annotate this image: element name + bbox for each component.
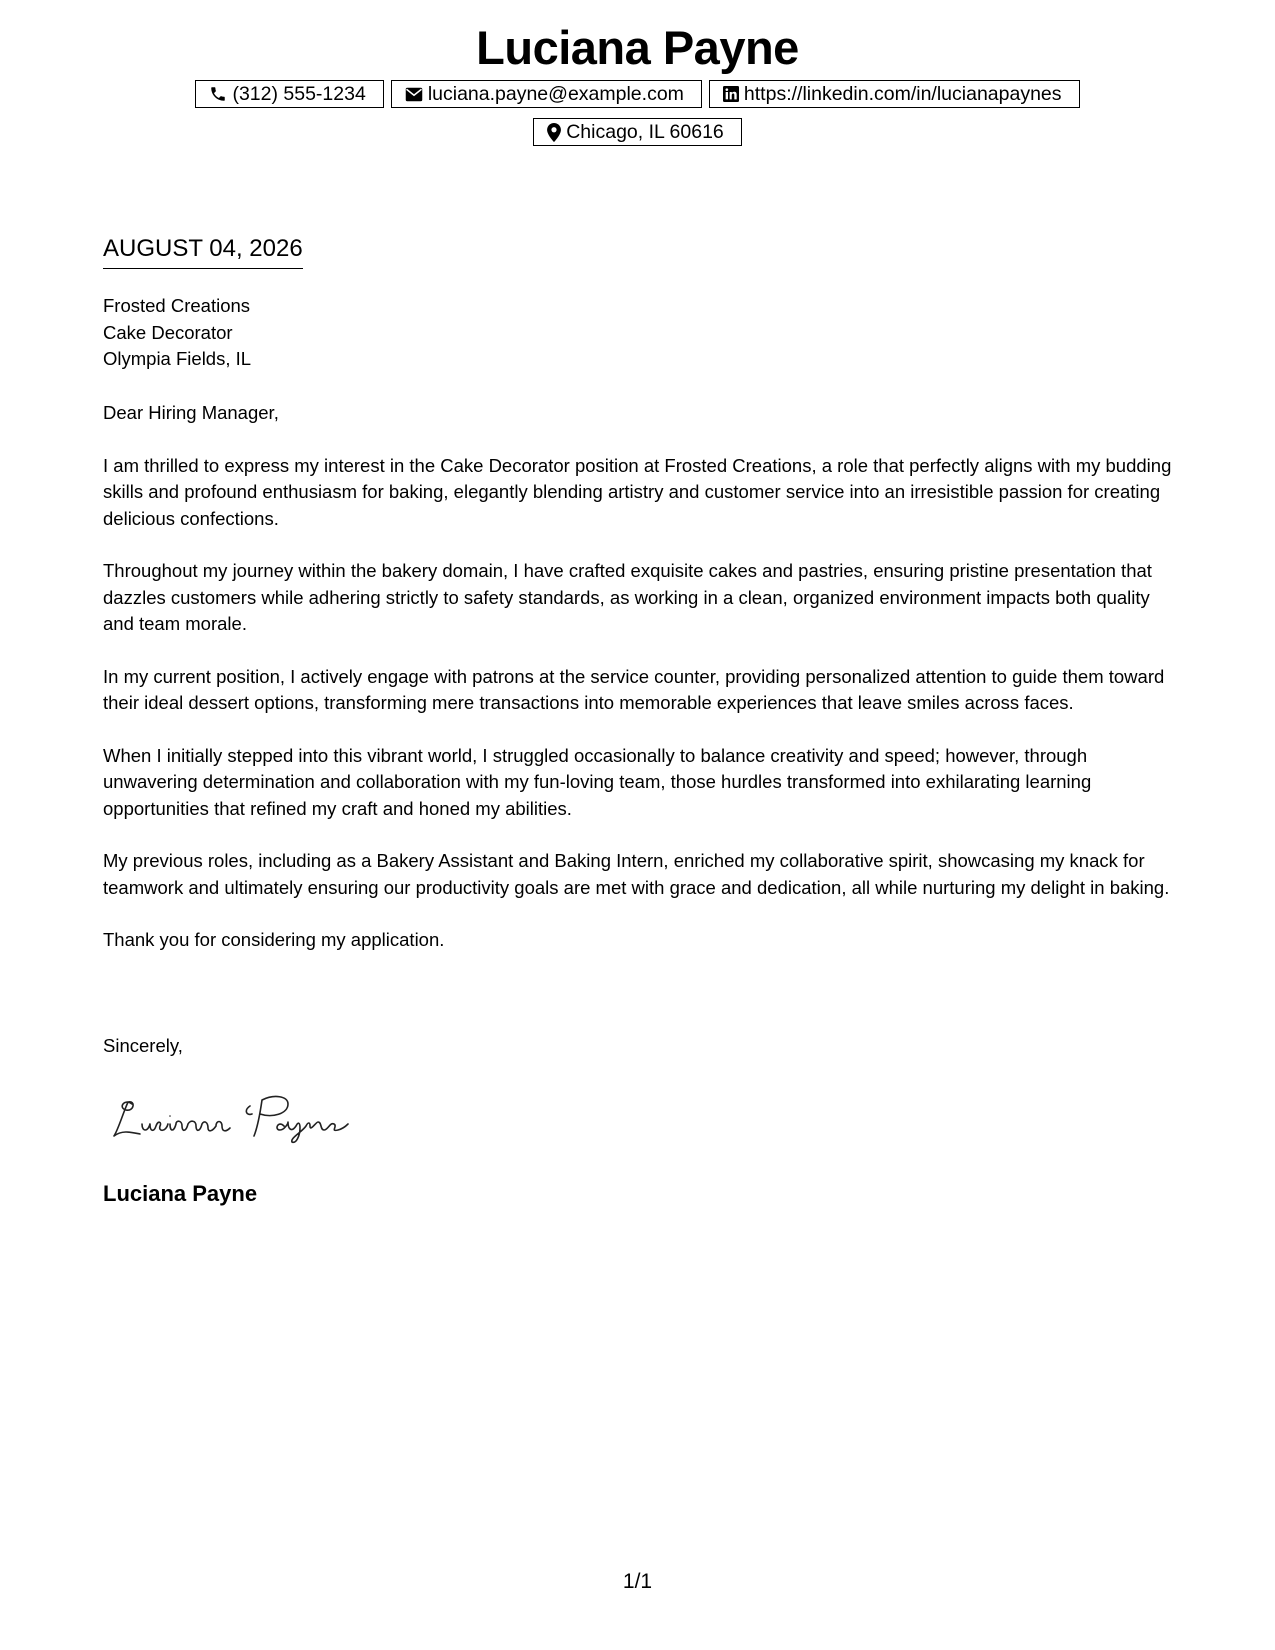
contact-row bbox=[0, 80, 1275, 108]
recipient-location: Olympia Fields, IL bbox=[103, 348, 252, 369]
recipient-company: Frosted Creations bbox=[103, 295, 251, 316]
contact-row bbox=[0, 118, 1275, 146]
paragraph: Throughout my journey within the bakery domain, I have crafted exquisite cakes and pastries, ensuring pristine presentation that dazzles customers while adhering strictly to safety standards, as working in a clean, organized environment impacts both quality and team morale. bbox=[103, 560, 1152, 634]
letter-body bbox=[103, 400, 1183, 980]
closing: Sincerely, bbox=[103, 1035, 183, 1056]
recipient-position: Cake Decorator bbox=[103, 321, 233, 343]
linkedin-contact[interactable] bbox=[709, 80, 1080, 108]
applicant-name: Luciana Payne bbox=[476, 21, 799, 74]
letter-date: AUGUST 04, 2026 bbox=[103, 234, 303, 269]
phone-icon bbox=[209, 85, 227, 103]
envelope-icon bbox=[405, 87, 423, 102]
email-contact[interactable] bbox=[391, 80, 702, 108]
linkedin-text: https://linkedin.com/in/lucianapaynes bbox=[743, 82, 1062, 105]
paragraph: When I initially stepped into this vibrant world, I struggled occasionally to balance creativity and speed; however, through unwavering determination and collaboration with my fun-loving team, those hurdles transformed into exhilarating learning opportunities that refined my craft and honed my abilities. bbox=[103, 744, 1092, 819]
linkedin-icon bbox=[723, 86, 739, 102]
map-pin-icon bbox=[547, 123, 561, 142]
paragraph: My previous roles, including as a Bakery Assistant and Baking Intern, enriched my collaborative spirit, showcasing my knack for teamwork and ultimately ensuring our productivity goals are met with grace and dedication, all while nurturing my delight in baking. bbox=[103, 850, 1170, 898]
email-text: luciana.payne@example.com bbox=[427, 82, 684, 105]
recipient-block bbox=[103, 293, 251, 373]
salutation: Dear Hiring Manager, bbox=[103, 402, 279, 423]
location-text: Chicago, IL 60616 bbox=[566, 120, 724, 143]
phone-contact[interactable] bbox=[195, 80, 383, 108]
signed-name: Luciana Payne bbox=[103, 1181, 258, 1206]
paragraph: Thank you for considering my application. bbox=[103, 929, 445, 950]
paragraph: I am thrilled to express my interest in the Cake Decorator position at Frosted Creations, a role that perfectly aligns with my budding skills and profound enthusiasm for baking, elegantly blending artistry and customer service into an irresistible passion for creating delicious confections. bbox=[103, 454, 1172, 529]
page-number: 1/1 bbox=[622, 1570, 653, 1593]
location-contact[interactable] bbox=[533, 118, 742, 146]
signature-image bbox=[112, 1086, 362, 1146]
paragraph: In my current position, I actively engage with patrons at the service counter, providing personalized attention to guide them toward their ideal dessert options, transforming mere transactions into memorable experiences that leave smiles across faces. bbox=[103, 665, 1165, 713]
phone-text: (312) 555-1234 bbox=[232, 82, 366, 105]
